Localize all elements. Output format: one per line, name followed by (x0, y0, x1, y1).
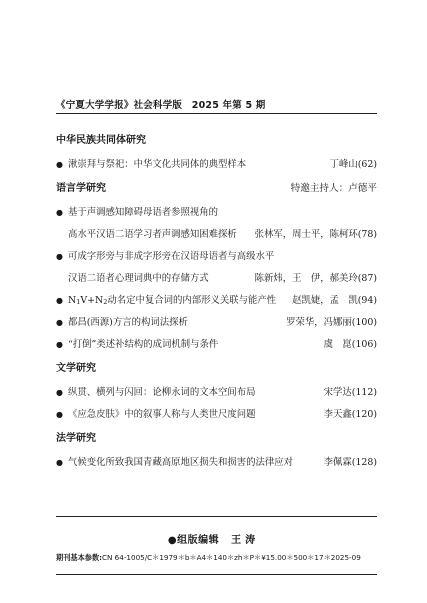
bullet-icon: ● (56, 296, 63, 305)
params-label: 期刊基本参数: (56, 553, 102, 562)
article-title: 《应急皮肤》中的叙事人称与人类世尺度问题 (68, 409, 256, 420)
toc-entry[interactable] (56, 290, 377, 312)
journal-title: 《宁夏大学学报》社会科学版 2025 年第 5 期 (56, 100, 266, 111)
bullet-icon: ● (56, 458, 63, 467)
toc-entry[interactable] (56, 202, 377, 224)
article-author: 李天鑫(120) (323, 409, 377, 420)
article-title-line1: 可成字形旁与非成字形旁在汉语母语者与高级水平 (68, 251, 275, 262)
bullet-icon: ● (56, 160, 63, 169)
params-value: CN 64-1005/C＊1979＊b＊A4＊140＊zh＊P＊¥15.00＊500＊17＊2025-09 (102, 553, 361, 562)
article-author: 宋学达(112) (323, 387, 377, 398)
toc-entry-continuation[interactable] (56, 224, 377, 246)
article-title: 动名定中复合词的内部形义关联与能产性 (107, 295, 277, 306)
bottom-divider (56, 574, 377, 575)
article-title: 都昌(西源)方言的构词法探析 (68, 317, 188, 328)
middle-divider (56, 516, 377, 517)
article-title-line2: 汉语二语者心理词典中的存储方式 (68, 273, 209, 284)
section-heading (56, 430, 377, 448)
article-title: “打倒”类述补结构的成词机制与条件 (68, 339, 219, 350)
article-title: 湫崇拜与祭祀：中华文化共同体的典型样本 (68, 159, 247, 170)
bullet-icon: ● (56, 340, 63, 349)
article-author: 赵凯婕，孟 凯(94) (292, 295, 377, 306)
toc-entry[interactable] (56, 404, 377, 426)
bullet-icon: ● (56, 410, 63, 419)
section-heading (56, 132, 377, 150)
bullet-icon: ● (56, 208, 63, 217)
toc-entry[interactable] (56, 382, 377, 404)
bullet-icon: ● (56, 252, 63, 261)
toc-entry[interactable] (56, 312, 377, 334)
formula-prefix: N1V+N2 (68, 295, 108, 306)
toc-entry[interactable] (56, 334, 377, 356)
article-author: 李佩霖(128) (323, 457, 377, 468)
toc-entry[interactable] (56, 246, 377, 268)
bullet-icon: ● (56, 388, 63, 397)
section-heading (56, 360, 377, 378)
article-author: 张林军，周士平，陈柯环(78) (254, 229, 377, 240)
section-heading (56, 180, 377, 198)
bullet-icon: ● (56, 318, 63, 327)
article-author: 罗荣华，冯娜丽(100) (286, 317, 377, 328)
article-author: 陈新炜，王 伊，郝美玲(87) (254, 273, 377, 284)
article-author: 虞 崑(106) (323, 339, 377, 350)
toc-entry[interactable] (56, 452, 377, 474)
section-title: 中华民族共同体研究 (56, 135, 146, 146)
top-divider (56, 113, 377, 114)
article-author: 丁峰山(62) (329, 159, 377, 170)
article-title: 气候变化所致我国青藏高原地区损失和损害的法律应对 (68, 457, 294, 468)
editor-credit (0, 531, 427, 546)
article-title: 纵贯、横列与闪回：论柳永词的文本空间布局 (68, 387, 256, 398)
article-title-line1: 基于声调感知障碍母语者参照视角的 (68, 207, 219, 218)
toc-entry[interactable] (56, 154, 377, 176)
section-title: 文学研究 (56, 363, 96, 374)
toc-entry-continuation[interactable] (56, 268, 377, 290)
section-title: 法学研究 (56, 433, 96, 444)
editor-name: 王涛 (231, 535, 260, 546)
section-host: 特邀主持人：卢德平 (290, 183, 377, 194)
journal-parameters (56, 553, 361, 563)
editor-label: ●组版编辑 (167, 535, 220, 546)
table-of-contents (56, 132, 377, 474)
article-title-line2: 高水平汉语二语学习者声调感知困难探析 (68, 229, 237, 240)
section-title: 语言学研究 (56, 183, 106, 194)
